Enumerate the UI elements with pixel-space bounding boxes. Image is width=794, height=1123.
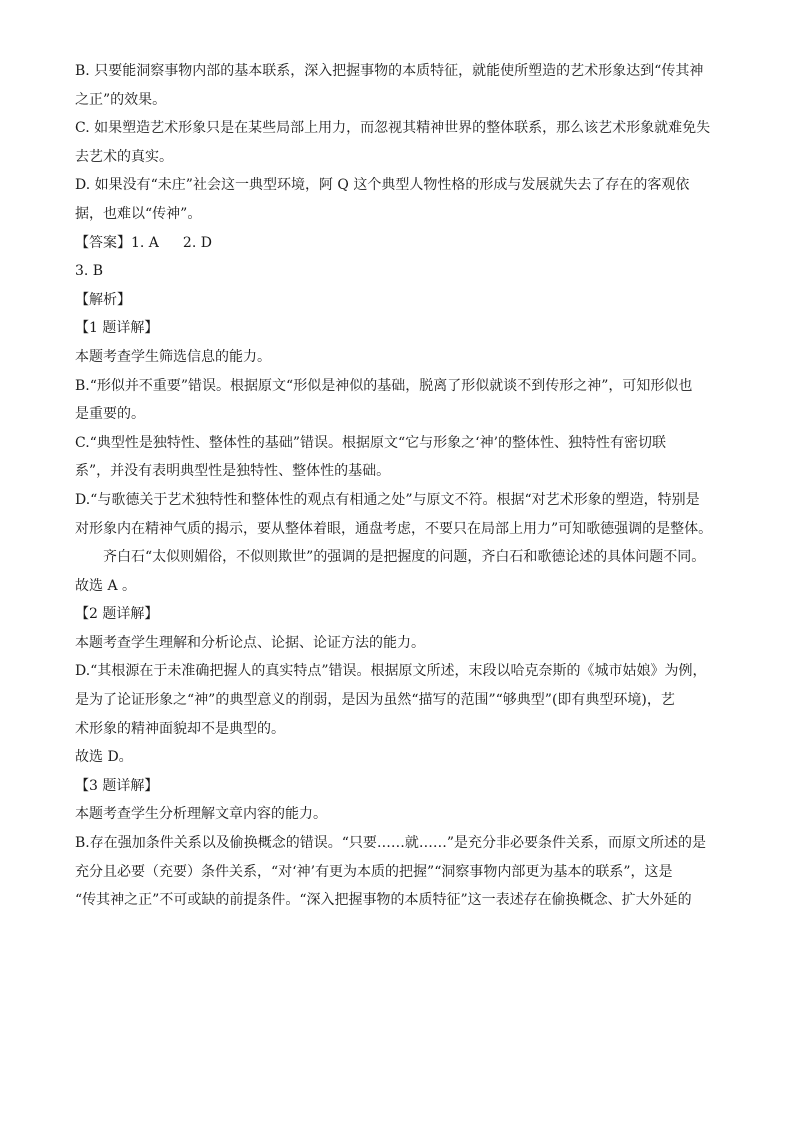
q2-d-line-3: 术形象的精神面貌却不是典型的。 — [75, 720, 285, 737]
q2-d-line-1: D.“其根源在于未准确把握人的真实特点”错误。根据原文所述，末段以哈克奈斯的《城市姑娘》为例， — [75, 663, 707, 680]
q1-d-line-1: D.“与歌德关于艺术独特性和整体性的观点有相通之处”与原文不符。根据“对艺术形象的塑造，特别是 — [75, 491, 700, 508]
answer-line — [75, 234, 721, 252]
analysis-heading: 【解析】 — [75, 291, 131, 308]
answer-1: 【答案】1. A — [75, 234, 159, 251]
q2-d-line-2: 是为了论证形象之“神”的典型意义的削弱，是因为虽然“描写的范围”“够典型”(即有典型环境)，艺 — [75, 692, 675, 709]
q2-heading: 【2 题详解】 — [75, 606, 159, 623]
q3-b-line-3: “传其神之正”不可或缺的前提条件。“深入把握事物的本质特征”这一表述存在偷换概念、扩大外延的 — [75, 892, 692, 909]
q1-conclusion: 故选 A 。 — [75, 577, 137, 594]
option-c-line-1: C. 如果塑造艺术形象只是在某些局部上用力，而忽视其精神世界的整体联系，那么该艺术形象就难免失 — [75, 120, 711, 137]
q3-b-line-2: 充分且必要（充要）条件关系，“对‘神’有更为本质的把握”“洞察事物内部更为基本的联系”，这是 — [75, 863, 673, 880]
q1-b-line-2: 是重要的。 — [75, 406, 145, 423]
answer-3: 3. B — [75, 263, 104, 280]
q3-b-line-1: B.存在强加条件关系以及偷换概念的错误。“只要……就……”是充分非必要条件关系，而原文所述的是 — [75, 835, 707, 852]
option-d-line-1: D. 如果没有“未庄”社会这一典型环境，阿 Q 这个典型人物性格的形成与发展就失去了存在的客观依 — [75, 177, 690, 194]
q1-d-line-2: 对形象内在精神气质的揭示，要从整体着眼，通盘考虑，不要只在局部上用力”可知歌德强调的是整体。 — [75, 520, 713, 537]
option-c-line-2: 去艺术的真实。 — [75, 148, 173, 165]
option-d-line-2: 据，也难以“传神”。 — [75, 205, 202, 222]
option-b-line-2: 之正”的效果。 — [75, 91, 167, 108]
q3-heading: 【3 题详解】 — [75, 777, 159, 794]
q2-conclusion: 故选 D。 — [75, 749, 133, 766]
q3-intro: 本题考查学生分析理解文章内容的能力。 — [75, 806, 327, 823]
document-page — [75, 62, 721, 920]
q1-heading: 【1 题详解】 — [75, 320, 159, 337]
q1-c-line-2: 系”，并没有表明典型性是独特性、整体性的基础。 — [75, 463, 391, 480]
q2-intro: 本题考查学生理解和分析论点、论据、论证方法的能力。 — [75, 634, 425, 651]
answer-2: 2. D — [182, 234, 212, 251]
q1-d-line-3: 齐白石“太似则媚俗，不似则欺世”的强调的是把握度的问题，齐白石和歌德论述的具体问题不同。 — [103, 549, 706, 566]
option-b-line-1: B. 只要能洞察事物内部的基本联系，深入把握事物的本质特征，就能使所塑造的艺术形象达到“传其神 — [75, 63, 704, 79]
q1-intro: 本题考查学生筛选信息的能力。 — [75, 348, 271, 365]
q1-b-line-1: B.“形似并不重要”错误。根据原文“形似是神似的基础，脱离了形似就谈不到传形之神”，可知形似也 — [75, 377, 693, 394]
q1-c-line-1: C.“典型性是独特性、整体性的基础”错误。根据原文“它与形象之‘神’的整体性、独特性有密切联 — [75, 434, 667, 451]
